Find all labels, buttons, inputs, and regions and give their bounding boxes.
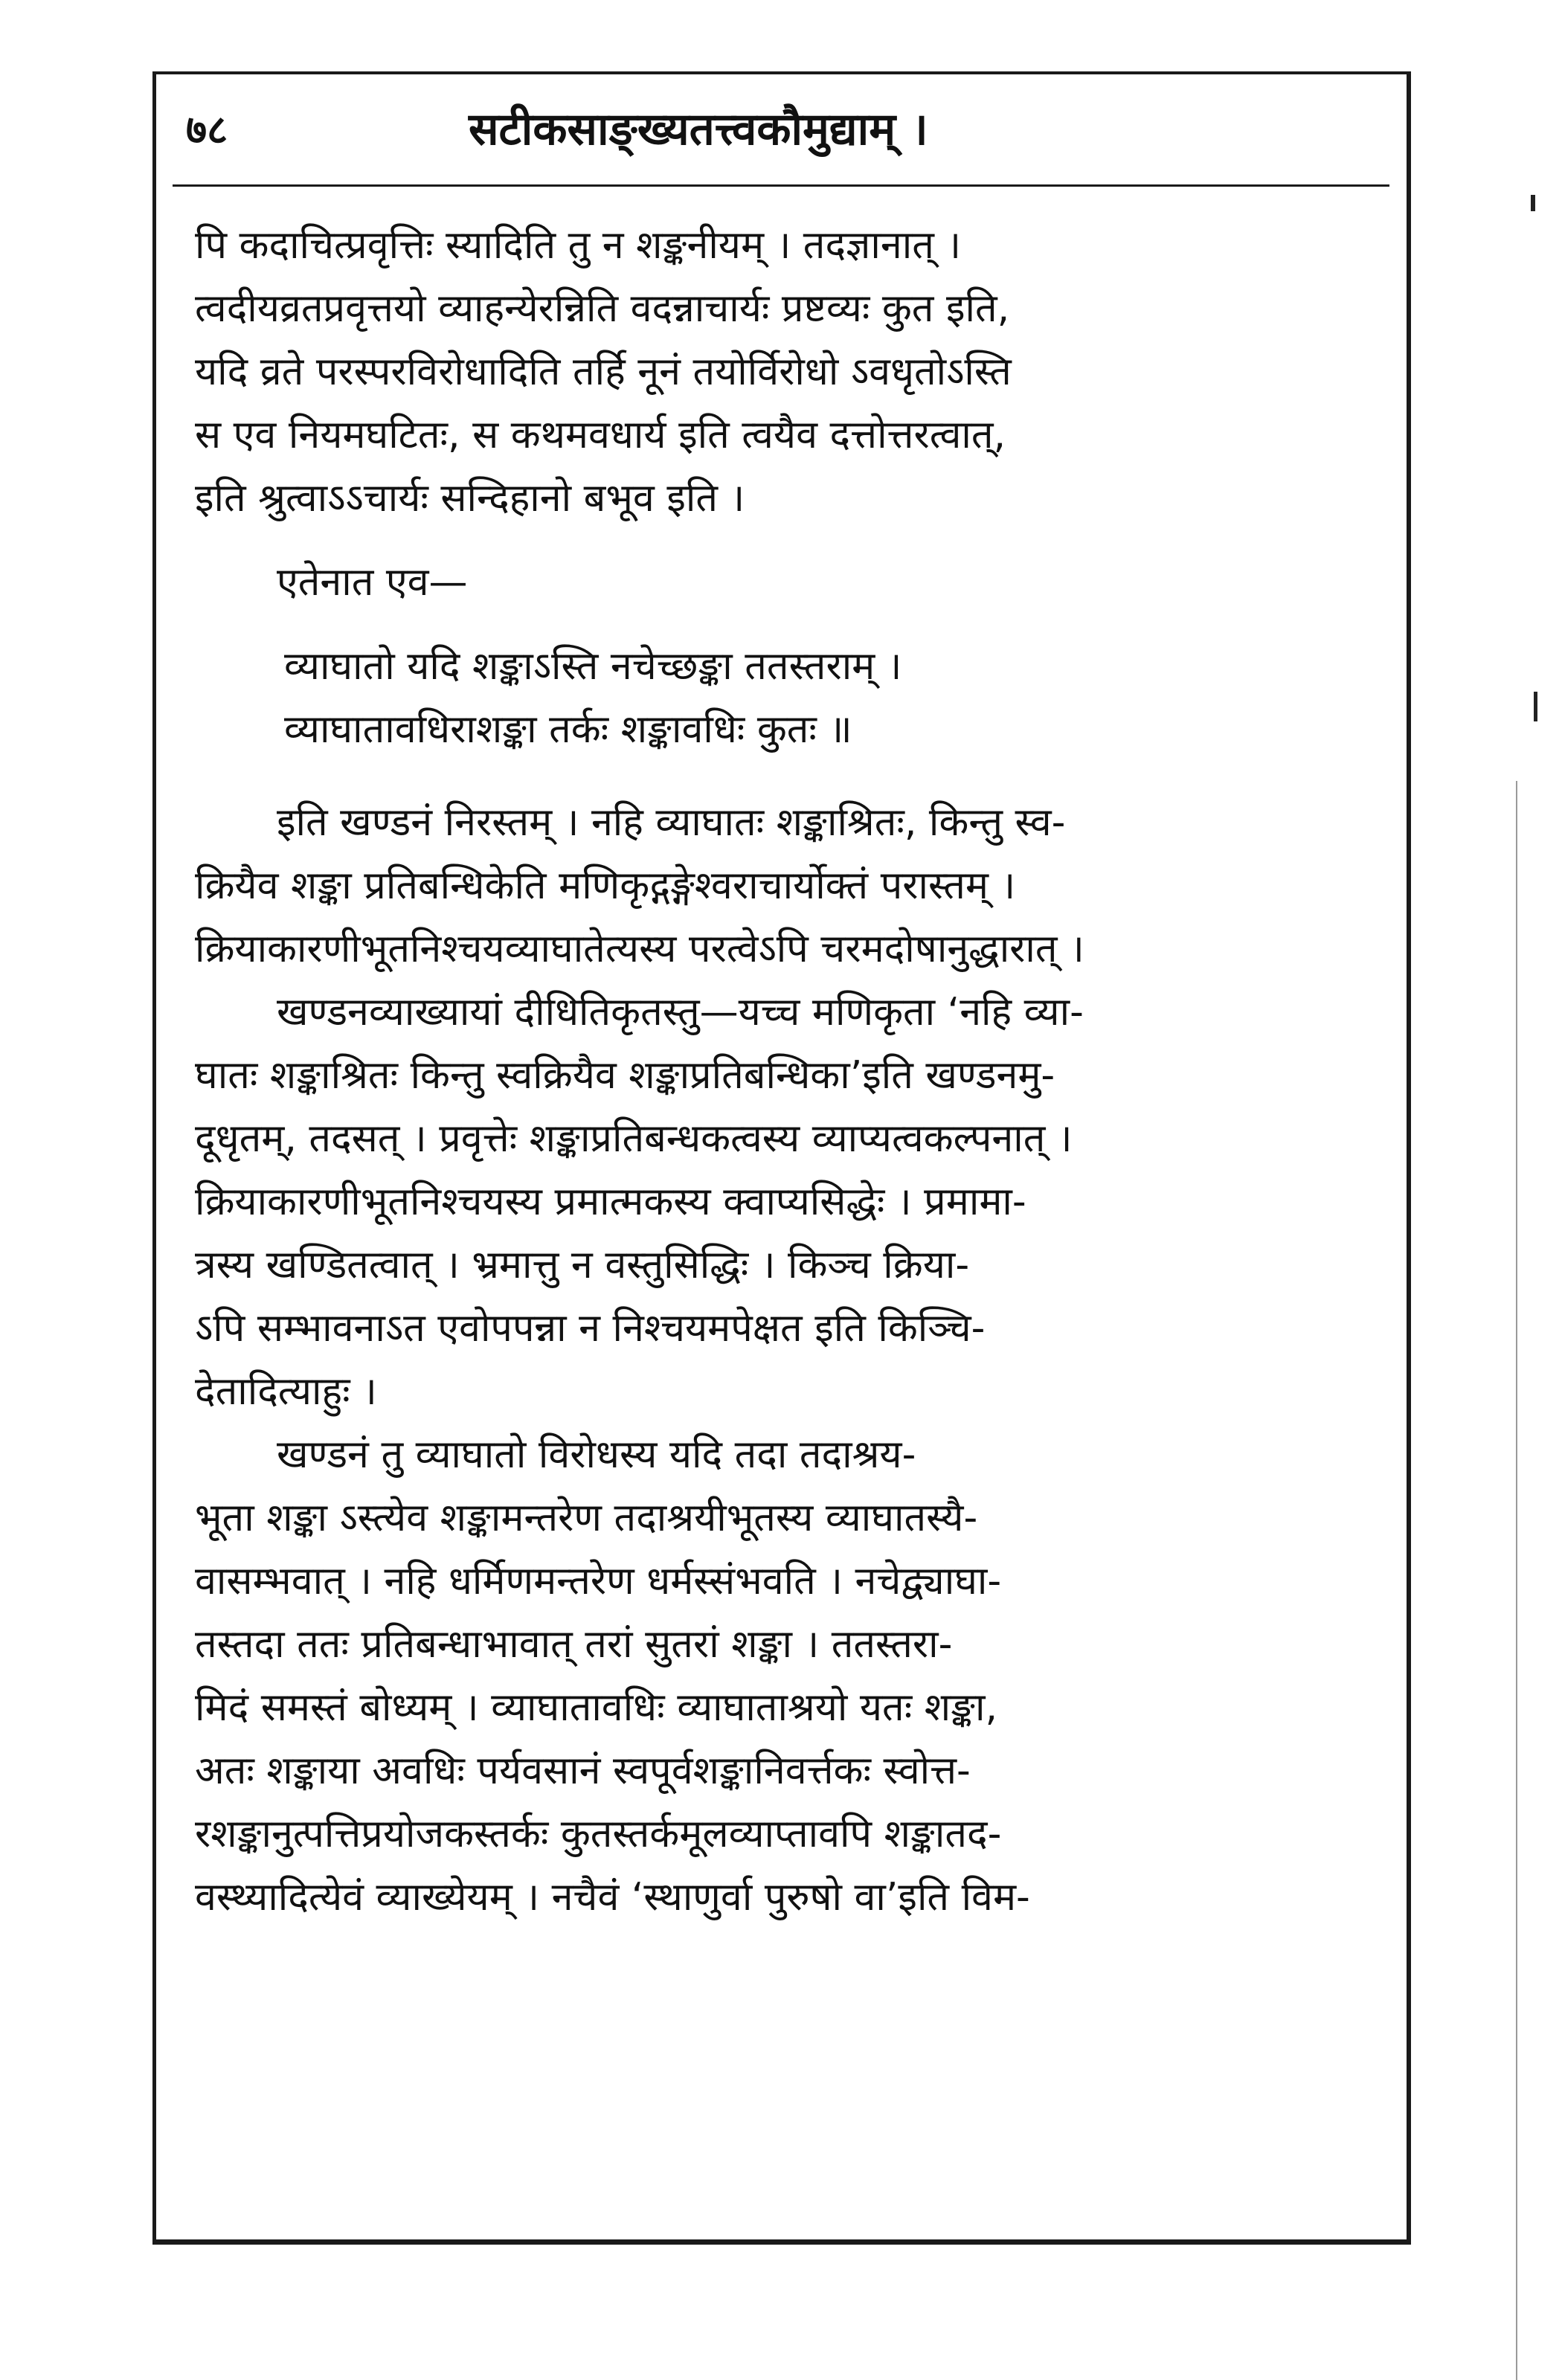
header-rule: [173, 184, 1389, 187]
page-number: ७८: [186, 106, 228, 153]
text-line: एतेनात एव—: [277, 560, 468, 605]
verse-line: व्याघातावधिराशङ्का तर्कः शङ्कावधिः कुतः ॥: [284, 707, 852, 752]
text-line: दूधृतम्, तदसत् । प्रवृत्तेः शङ्काप्रतिबन्धकत्वस्य व्याप्यत्वकल्पनात् ।: [195, 1116, 1073, 1161]
text-line: स एव नियमघटितः, स कथमवधार्य इति त्वयैव दत्तोत्तरत्वात्,: [195, 413, 1006, 457]
text-line: खण्डनं तु व्याघातो विरोधस्य यदि तदा तदाश्रय-: [277, 1432, 916, 1477]
text-line: रशङ्कानुत्पत्तिप्रयोजकस्तर्कः कुतस्तर्कमूलव्याप्तावपि शङ्कातद-: [195, 1812, 1002, 1856]
page-header: [171, 97, 1391, 178]
text-line: पि कदाचित्प्रवृत्तिः स्यादिति तु न शङ्कनीयम् । तदज्ञानात् ।: [195, 223, 962, 268]
text-line: भूता शङ्का ऽस्त्येव शङ्कामन्तरेण तदाश्रयीभूतस्य व्याघातस्यै-: [195, 1496, 978, 1540]
scan-mark: [1534, 692, 1537, 721]
scan-mark: [1531, 195, 1535, 211]
text-line: त्रस्य खण्डितत्वात् । भ्रमात्तु न वस्तुसिद्धिः । किञ्च क्रिया-: [195, 1243, 970, 1287]
text-line: क्रियाकारणीभूतनिश्चयस्य प्रमात्मकस्य क्वाप्यसिद्धेः । प्रमामा-: [195, 1180, 1026, 1224]
text-line: यदि व्रते परस्परविरोधादिति तर्हि नूनं तयोर्विरोधो ऽवधृतोऽस्ति: [195, 350, 1012, 394]
text-line: क्रियाकारणीभूतनिश्चयव्याघातेत्यस्य परत्वेऽपि चरमदोषानुद्धारात् ।: [195, 927, 1084, 971]
text-line: त्वदीयव्रतप्रवृत्तयो व्याहन्येरन्निति वदन्नाचार्यः प्रष्टव्यः कुत इति,: [195, 286, 1010, 331]
text-line: देतादित्याहुः ।: [195, 1369, 377, 1414]
text-line: इति खण्डनं निरस्तम् । नहि व्याघातः शङ्काश्रितः, किन्तु स्व-: [277, 800, 1066, 845]
text-line: ऽपि सम्भावनाऽत एवोपपन्ना न निश्चयमपेक्षत इति किञ्चि-: [195, 1306, 986, 1351]
text-line: तस्तदा ततः प्रतिबन्धाभावात् तरां सुतरां शङ्का । ततस्तरा-: [195, 1622, 953, 1667]
text-line: वासम्भवात् । नहि धर्मिणमन्तरेण धर्मस्संभवति । नचेद्व्याघा-: [195, 1559, 1002, 1604]
text-line: क्रियैव शङ्का प्रतिबन्धिकेति मणिकृद्गङ्गेश्वराचार्योक्तं परास्तम् ।: [195, 863, 1016, 908]
text-line: इति श्रुत्वाऽऽचार्यः सन्दिहानो बभूव इति ।: [195, 476, 745, 521]
text-line: अतः शङ्काया अवधिः पर्यवसानं स्वपूर्वशङ्कानिवर्त्तकः स्वोत्त-: [195, 1749, 971, 1793]
text-line: घातः शङ्काश्रितः किन्तु स्वक्रियैव शङ्काप्रतिबन्धिका’इति खण्डनमु-: [195, 1053, 1055, 1098]
text-line: वस्थ्यादित्येवं व्याख्येयम् । नचैवं ‘स्थाणुर्वा पुरुषो वा’इति विम-: [195, 1875, 1030, 1920]
body-text: [195, 214, 1385, 1929]
text-line: मिदं समस्तं बोध्यम् । व्याघातावधिः व्याघाताश्रयो यतः शङ्का,: [195, 1685, 997, 1730]
running-title: सटीकसाङ्ख्यतत्त्वकौमुद्याम् ।: [469, 103, 928, 155]
text-line: खण्डनव्याख्यायां दीधितिकृतस्तु—यच्च मणिकृता ‘नहि व्या-: [277, 990, 1084, 1035]
verse-line: व्याघातो यदि शङ्काऽस्ति नचेच्छङ्का ततस्तराम् ।: [284, 644, 902, 689]
scan-mark: [1516, 781, 1517, 2380]
